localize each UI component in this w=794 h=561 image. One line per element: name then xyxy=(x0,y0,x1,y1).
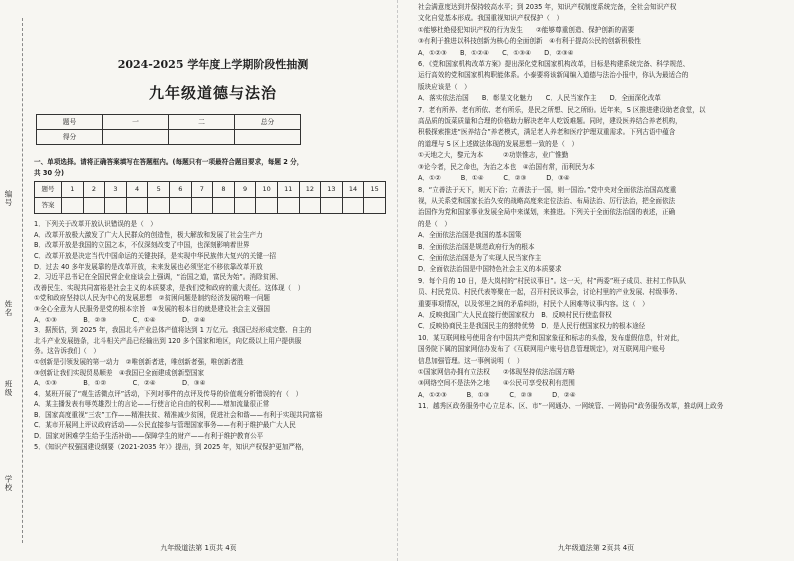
question-line: 5．《知识产权强国建设纲要（2021-2035 年）》提出，到 2025 年，知识产权保护更加严格， xyxy=(34,442,309,451)
label-number: 编号 xyxy=(4,190,13,207)
answer-number-cell: 13 xyxy=(321,182,343,198)
page2-footer: 九年级道法第 2页共 4页 xyxy=(557,544,635,552)
question-line: ③全心全意为人民服务是党的根本宗旨 ④发展的根本目的就是建设社会主义强国 xyxy=(34,304,271,313)
question-line: C．改革开放是决定当代中国命运的关键抉择，是实现中华民族伟大复兴的关键一招 xyxy=(34,251,276,260)
question-line: A．落实依法治国 B．彰显文化魅力 C．人民当家作主 D．全面深化改革 xyxy=(418,94,661,103)
question-line: 11．越秀区政务服务中心立足本、区、市”一网通办、一网统管、一网协同“政务服务改革，推动网上政务 xyxy=(418,402,724,411)
label-school: 学校 xyxy=(4,475,13,492)
answer-number-cell: 4 xyxy=(126,182,148,198)
question-line: 改善民生、实现共同富裕是社会主义的本质要求，是我们党和政府的重大责任。这体现（ ） xyxy=(34,283,305,292)
question-line: B．改革开放是我国的立国之本，不仅深刻改变了中国，也深刻影响着世界 xyxy=(34,241,250,250)
exam-page-2 xyxy=(397,0,794,561)
answer-number-cell: 5 xyxy=(148,182,170,198)
question-line: C．反映协商民主是我国民主的独特优势 D．是人民行使国家权力的根本途径 xyxy=(418,322,646,331)
question-line: A．①③ B．②③ C．①④ D．②④ xyxy=(34,315,206,324)
question-line: ①国家网信办拥有立法权 ②体现坚持依法治国方略 xyxy=(418,368,575,376)
answer-row-label: 答案 xyxy=(35,198,62,214)
answer-input-cell[interactable] xyxy=(148,198,170,214)
question-line: 的是（ ） xyxy=(418,219,451,228)
answer-input-cell[interactable] xyxy=(256,198,278,214)
question-line: 2．习近平总书记在全国民营企业座谈会上强调，“治国之道，富民为始”。消除贫困、 xyxy=(34,273,283,282)
seal-line xyxy=(22,18,23,543)
question-line: D．过去 40 多年发展靠的是改革开放，未来发展也必须坚定不移依靠改革开放 xyxy=(34,262,263,271)
exam-subject-title: 九年级道德与法治 xyxy=(148,84,277,102)
answer-input-cell[interactable] xyxy=(234,198,256,214)
score-row-label: 得分 xyxy=(37,130,103,145)
binding-margin xyxy=(0,0,30,561)
answer-input-cell[interactable] xyxy=(213,198,235,214)
answer-number-cell: 12 xyxy=(299,182,321,198)
question-line: 北斗产业发展链条，北斗相关产品已经输出到 120 多个国家和地区，向亿级以上用户提供服 xyxy=(34,336,302,345)
score-header-cell: 题号 xyxy=(37,115,103,130)
label-name: 姓名 xyxy=(4,300,13,317)
section1-line: 共 30 分) xyxy=(34,168,64,177)
question-line: C．某市开展网上评议政府活动——公民直接参与管理国家事务——有利于维护最广大人民 xyxy=(34,421,296,430)
page1-content xyxy=(34,0,392,452)
answer-number-cell: 2 xyxy=(83,182,105,198)
score-input-cell[interactable] xyxy=(103,130,169,145)
answer-input-cell[interactable] xyxy=(364,198,386,214)
question-line: ①党和政府坚持以人民为中心的发展思想 ②贫困问题是制约经济发展的唯一问题 xyxy=(34,294,271,303)
question-line: ①天地之大，黎元为本 ②功崇惟志，业广惟勤 xyxy=(418,151,569,160)
answer-number-cell: 14 xyxy=(342,182,364,198)
question-line: A．全面依法治国是我国的基本国策 xyxy=(418,231,522,240)
answer-input-cell[interactable] xyxy=(191,198,213,214)
question-line: 国务院下属的国家网信办发布了《互联网用户账号信息管理规定》，对互联网用户账号 xyxy=(418,345,666,354)
question-line: 高品质的饭菜质量和合理的价格助力解决老年人吃饭难题。同时，建设医养结合养老机构， xyxy=(418,117,682,126)
question-line: 员、村民党员、村民代表等聚在一起，召开村民议事会，讨论村里的产业发展、村级事务、 xyxy=(418,288,682,297)
answer-input-cell[interactable] xyxy=(342,198,364,214)
question-line: ①能够杜绝侵犯知识产权的行为发生 ②能够尊重创造、保护创新的需要 xyxy=(418,25,635,34)
question-line: A．①②③ B．①②④ C．①③④ D．②③④ xyxy=(418,48,574,57)
question-line: A．某主播发表有辱英雄烈士的言论——行使言论自由的权利——增加流量很正常 xyxy=(34,400,270,409)
answer-number-cell: 3 xyxy=(105,182,127,198)
answer-row-label: 题号 xyxy=(35,182,62,198)
page1-questions xyxy=(34,219,392,452)
question-line: 9．每个月的 10 日，是大岚村的“村民议事日”。这一天，村“两委”班子成员、驻村工作队队 xyxy=(418,276,686,285)
answer-number-cell: 15 xyxy=(364,182,386,198)
question-line: ③论今者，民之命也，为治之本也 ④治国有常，而利民为本 xyxy=(418,162,595,171)
question-line: D．全面依法治国是中国特色社会主义的本质要求 xyxy=(418,265,562,274)
question-line: A．①③ B．①② C．②④ D．③④ xyxy=(34,379,206,388)
question-line: 治国作为党和国家事业发展全局中来谋划，来推进。下列关于全面依法治国的表述，正确 xyxy=(418,208,676,217)
question-line: 的道理与 S 区上述做法体现的发展思想一致的是（ ） xyxy=(418,139,579,148)
question-line: 社会满意度达到并保持较高水平；到 2035 年，知识产权制度系统完备，全社会知识产权 xyxy=(418,3,677,11)
question-line: 运行高效的党和国家机构职能体系。小泰要将该新闻编入道德与法治小报中，你认为最适合的 xyxy=(418,71,689,80)
label-class: 班级 xyxy=(4,380,13,397)
question-line: A．①② B．①④ C．②③ D．③④ xyxy=(418,174,570,183)
answer-number-cell: 6 xyxy=(169,182,191,198)
score-header-cell: 一 xyxy=(103,115,169,130)
question-line: ③网络空间不是法外之地 ④公民可享受权利有范围 xyxy=(418,379,575,388)
score-header-cell: 二 xyxy=(169,115,235,130)
question-line: 版块应该是（ ） xyxy=(418,82,471,91)
answer-input-cell[interactable] xyxy=(126,198,148,214)
question-line: A．改革开放极大激发了广大人民群众的创造性，极大解放和发展了社会生产力 xyxy=(34,230,263,239)
question-line: ③创新让我们实现贸易顺差 ④我国已全面建成创新型国家 xyxy=(34,368,205,377)
answer-input-cell[interactable] xyxy=(62,198,84,214)
question-line: B．国家高度重视“三农”工作——精准扶贫、精准减少贫困，促进社会和谐——有利于实现共同富裕 xyxy=(34,410,323,419)
question-line: 务。这告诉我们（ ） xyxy=(34,347,100,356)
question-line: D．国家对困难学生给予生活补助——保障学生的财产——有利于维护教育公平 xyxy=(34,432,264,441)
question-line: 6．《党和国家机构改革方案》提出深化党和国家机构改革，目标是构建系统完备、科学规范、 xyxy=(418,60,690,69)
question-line: 重要事项情况，以及邻里之间的矛盾纠纷，村民个人困难等议事内容。这（ ） xyxy=(418,299,649,308)
question-line: C．全面依法治国是为了实现人民当家作主 xyxy=(418,253,542,262)
answer-number-cell: 9 xyxy=(234,182,256,198)
question-line: ①创新是引领发展的第一动力 ②唯创新者进，唯创新者强，唯创新者胜 xyxy=(34,357,244,366)
question-line: 1．下列关于改革开放认识错误的是（ ） xyxy=(34,220,157,229)
question-line: 3．据预估，到 2025 年，我国北斗产业总体产值将达到 1 万亿元。我国已经形成完整、自主的 xyxy=(34,326,312,335)
answer-number-cell: 8 xyxy=(213,182,235,198)
answer-input-cell[interactable] xyxy=(321,198,343,214)
answer-input-cell[interactable] xyxy=(105,198,127,214)
score-table xyxy=(36,114,301,145)
answer-number-cell: 10 xyxy=(256,182,278,198)
question-line: 信息加强管理。这一事例说明（ ） xyxy=(418,356,524,365)
score-input-cell[interactable] xyxy=(169,130,235,145)
page2-questions xyxy=(418,2,788,413)
question-line: 8．“立善法于天下，则天下治；立善法于一国，则一国治。”党中央对全面依法治国高度重 xyxy=(418,185,677,194)
question-line: 10．某互联网账号使用含有中国共产党和国家象征和标志的头像，发布虚假信息，针对此， xyxy=(418,333,684,342)
score-input-cell[interactable] xyxy=(235,130,301,145)
answer-number-cell: 1 xyxy=(62,182,84,198)
question-line: 4．某班开展了“观生活微点评”活动，下列对事件的点评及传导的价值观分析错误的有（ ） xyxy=(34,389,303,398)
question-line: 文化自觉基本形成。我国重视知识产权保护（ ） xyxy=(418,14,564,23)
question-line: A．反映我国广大人民直接行使国家权力 B．反映村民行使监督权 xyxy=(418,310,612,319)
answer-number-cell: 11 xyxy=(277,182,299,198)
exam-header-title: 2024-2025 学年度上学期阶段性抽测 xyxy=(117,58,309,71)
answer-input-cell[interactable] xyxy=(299,198,321,214)
page1-footer: 九年级道法第 1页共 4页 xyxy=(160,544,237,552)
answer-input-cell[interactable] xyxy=(277,198,299,214)
question-line: 积极探索推进“医养结合”养老模式，满足老人养老和医疗护理双重需求。下列古语中蕴含 xyxy=(418,128,676,137)
answer-table xyxy=(34,181,386,214)
answer-input-cell[interactable] xyxy=(83,198,105,214)
section1-instructions xyxy=(34,157,392,178)
question-line: A．①②③ B．①③ C．②③ D．②④ xyxy=(418,390,576,399)
answer-input-cell[interactable] xyxy=(169,198,191,214)
question-line: 视，从关系党和国家长治久安的战略高度来定位法治、布局法治、厉行法治，把全面依法 xyxy=(418,196,676,205)
question-line: ③有利于推进以科技创新为核心的全面创新 ④有利于提高公民的创新积极性 xyxy=(418,37,641,46)
question-line: B．全面依法治国是规范政府行为的根本 xyxy=(418,242,535,251)
score-header-cell: 总分 xyxy=(235,115,301,130)
section1-line: 一、单项选择。请将正确答案填写在答题框内。(每题只有一项最符合题目要求，每题 2 分， xyxy=(34,158,304,166)
question-line: 7．老有所养、老有所依、老有所乐，是民之所想、民之所盼。近年来，S 区推进建设助老食堂，以 xyxy=(418,105,706,114)
answer-number-cell: 7 xyxy=(191,182,213,198)
